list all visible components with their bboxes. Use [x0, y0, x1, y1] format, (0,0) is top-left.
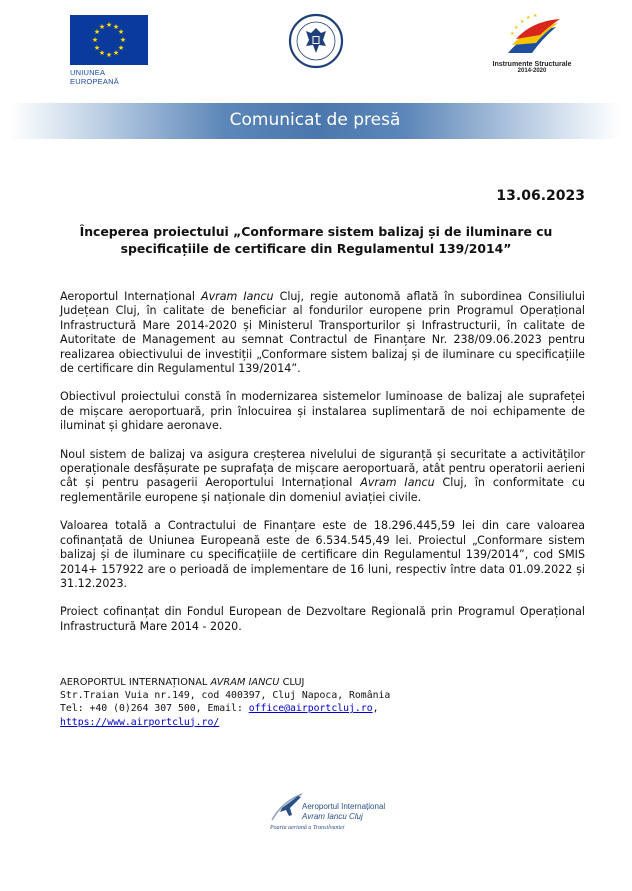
- paragraph-4: Valoarea totală a Contractului de Finanțare este de 18.296.445,59 lei din care valoarea cofinanțată de Uniunea Europeană este de 6.534.545,49 lei. Proiectul „Conformare sistem balizaj și de iluminare cu specificațiile de certificare din Regulamentul 139/2014”, cod SMIS 2014+ 157922 are o perioadă de implementare de 16 luni, respectiv între data 01.09.2022 și 31.12.2023.: [60, 519, 585, 590]
- airport-logo-line2: Avram Iancu Cluj: [302, 812, 363, 821]
- paragraph-2: Obiectivul proiectului constă în modernizarea sistemelor luminoase de balizaj ale suprafeței de mișcare aeroportuară, prin înlocuirea și instalarea suplimentară de noi echipamente de iluminat și ghidare aeronave.: [60, 390, 585, 433]
- paragraph-1-airport-name: Avram Iancu: [201, 290, 274, 303]
- address: Str.Traian Vuia nr.149, cod 400397, Cluj Napoca, România: [60, 690, 391, 702]
- release-title: Începerea proiectului „Conformare sistem balizaj și de iluminare cu specificațiile de certificare din Regulamentul 139/2014”: [79, 224, 553, 256]
- organization-name: [60, 676, 390, 689]
- org-name-a: AEROPORTUL INTERNAȚIONAL: [60, 677, 211, 688]
- svg-text:★: ★: [514, 25, 519, 31]
- airport-logo-line1: Aeroportul Internațional: [302, 802, 386, 811]
- airport-logo-tagline: Poarta aeriană a Transilvaniei: [270, 825, 345, 831]
- org-name-italic: AVRAM IANCU: [210, 677, 280, 688]
- svg-text:★: ★: [520, 19, 525, 25]
- website-link[interactable]: https://www.airportcluj.ro/: [60, 716, 220, 728]
- phone-text: Tel: +40 (0)264 307 500, Email:: [60, 703, 249, 715]
- is-years: 2014-2020: [517, 68, 547, 74]
- banner-title: Comunicat de presă: [229, 110, 401, 130]
- structural-instruments-icon: [502, 13, 562, 57]
- paragraph-1: [60, 290, 585, 376]
- release-date: 13.06.2023: [496, 188, 585, 204]
- org-name-b: CLUJ: [279, 677, 305, 688]
- email-link[interactable]: office@airportcluj.ro: [248, 703, 373, 715]
- svg-text:★: ★: [119, 36, 127, 44]
- contact-block: [60, 676, 390, 729]
- svg-text:★: ★: [98, 49, 106, 57]
- svg-text:★: ★: [105, 21, 113, 29]
- svg-text:★: ★: [93, 44, 101, 52]
- svg-text:★: ★: [117, 28, 125, 36]
- svg-text:★: ★: [91, 36, 99, 44]
- svg-text:★: ★: [510, 31, 515, 37]
- paragraph-3-text-a: Noul sistem de balizaj va asigura creșterea nivelului de siguranță și securitate a activităților operaționale desfășurate pe suprafața de mișcare aeroportuară, atât pentru operatorii aerieni cât și pentru pasagerii Aeroportului Internațional: [60, 447, 585, 490]
- release-body: [60, 290, 585, 648]
- svg-text:★: ★: [533, 13, 538, 19]
- paragraph-3-airport-name: Avram Iancu: [360, 476, 435, 490]
- svg-text:★: ★: [112, 49, 120, 57]
- svg-text:★: ★: [98, 23, 106, 31]
- eu-flag-icon: [70, 15, 148, 65]
- website-line: [60, 716, 390, 729]
- paragraph-3-text-b: Cluj, în conformitate cu reglementările europene și naționale din domeniul aviației civile.: [60, 476, 586, 504]
- svg-text:★: ★: [93, 28, 101, 36]
- government-logo: [288, 13, 344, 69]
- svg-text:★: ★: [117, 44, 125, 52]
- paragraph-1-text-b: Cluj, regie autonomă aflată în subordinea Consiliului Județean Cluj, în calitate de beneficiar al fondurilor europene prin Programul Operațional Infrastructură Mare 2014-2020 și Ministerul Transporturilor și Infrastructurii, în calitate de Autoritate de Management au semnat Contractul de Finanțare Nr. 238/09.06.2023 pentru realizarea obiectivului de investiții „Conformare sistem balizaj și de iluminare cu specificațiile de certificare din Regulamentul 139/2014”.: [60, 290, 585, 376]
- paragraph-5: Proiect cofinanțat din Fondul European de Dezvoltare Regională prin Programul Operațional Infrastructură Mare 2014 - 2020.: [60, 605, 585, 633]
- airport-logo: [266, 788, 386, 838]
- svg-text:★: ★: [112, 23, 120, 31]
- is-caption: Instrumente Structurale: [492, 61, 572, 68]
- eu-logo: [70, 15, 150, 86]
- eu-caption: UNIUNEA EUROPEANĂ: [70, 68, 119, 86]
- press-release-banner: [10, 103, 620, 139]
- comma: ,: [372, 703, 379, 715]
- svg-text:★: ★: [526, 15, 531, 21]
- paragraph-1-text-a: Aeroportul Internațional: [60, 290, 201, 303]
- svg-text:★: ★: [105, 51, 113, 59]
- plane-icon: [268, 788, 304, 824]
- structural-instruments-logo: [492, 13, 572, 74]
- paragraph-3: [60, 448, 585, 506]
- phone-email-line: [60, 702, 390, 715]
